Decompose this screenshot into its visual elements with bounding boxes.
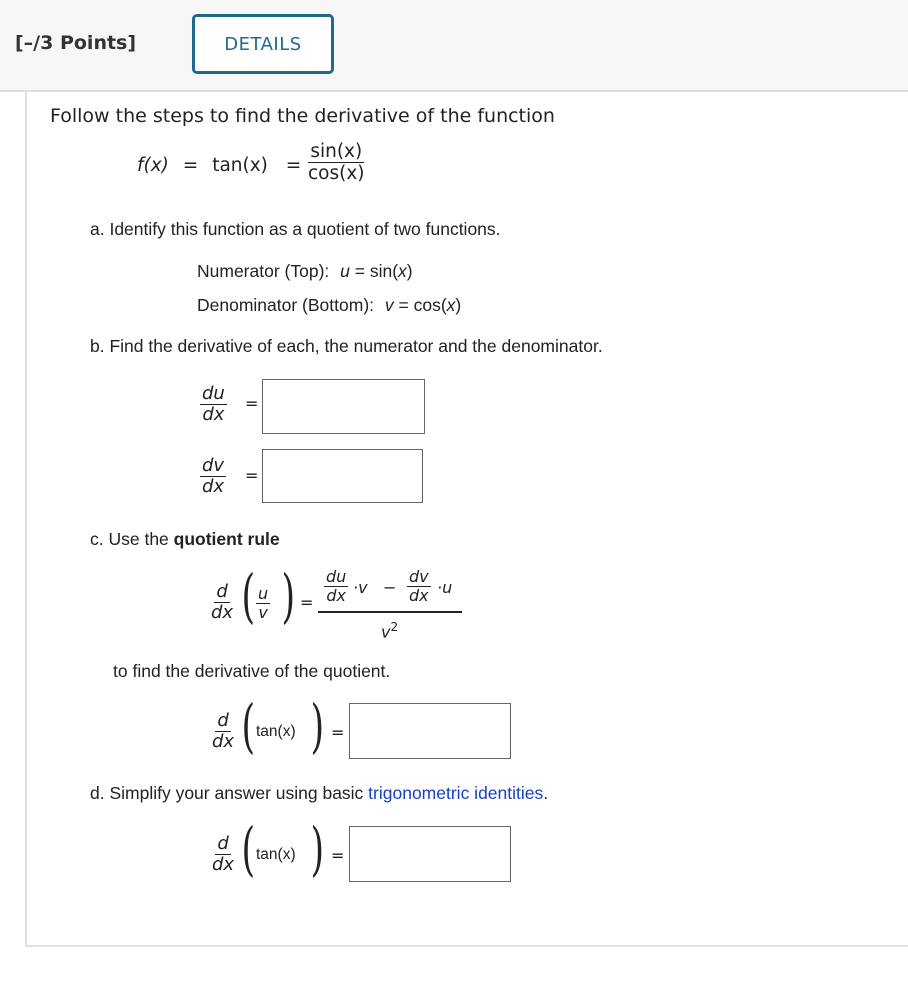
part-b-text: b. Find the derivative of each, the numerator and the denominator. bbox=[90, 336, 603, 356]
times-u: ·u bbox=[437, 578, 453, 597]
points-label: [–/3 Points] bbox=[15, 32, 137, 54]
part-a-text: a. Identify this function as a quotient of two functions. bbox=[90, 219, 501, 239]
left-paren: ( bbox=[241, 692, 256, 760]
tan-derivative-answer-box[interactable] bbox=[349, 703, 511, 759]
part-c-after-text: to find the derivative of the quotient. bbox=[113, 661, 391, 681]
details-button[interactable]: DETAILS bbox=[192, 14, 334, 74]
du-dx-answer-box[interactable] bbox=[262, 379, 425, 434]
du-dx-fraction: $\frac{du}{dx}$ bbox=[202, 383, 225, 425]
part-c-text: c. Use the quotient rule bbox=[90, 529, 280, 549]
dv-dx-fraction: $\frac{dv}{dx}$ bbox=[202, 455, 225, 497]
quotient-rule-equals: = bbox=[300, 593, 314, 612]
right-paren: ) bbox=[281, 562, 296, 630]
intro-text: Follow the steps to find the derivative of the function bbox=[50, 105, 555, 127]
left-paren: ( bbox=[241, 562, 256, 630]
right-paren: ) bbox=[310, 815, 325, 883]
simplified-answer-box[interactable] bbox=[349, 826, 511, 882]
du-dx-term: $\frac{du}{dx}$ bbox=[326, 567, 347, 605]
question-header bbox=[0, 0, 908, 92]
sin-over-cos-fraction: $\frac{\sin(x)}{\cos(x)}$ bbox=[308, 141, 365, 185]
simplified-equals: = bbox=[331, 846, 345, 865]
numerator-line: Numerator (Top): u = sin(x) bbox=[197, 261, 413, 281]
times-v: ·v bbox=[353, 578, 368, 597]
d-dx-simplify-operator: $\frac{d}{dx}$ bbox=[212, 833, 235, 875]
dv-dx-answer-box[interactable] bbox=[262, 449, 423, 503]
v-squared: $v^2$ bbox=[381, 620, 399, 642]
tan-x-expression: tan(x) bbox=[256, 723, 296, 740]
left-paren: ( bbox=[241, 815, 256, 883]
u-over-v-fraction: $\frac{u}{v}$ bbox=[258, 584, 269, 622]
right-paren: ) bbox=[310, 692, 325, 760]
trig-identities-link[interactable]: trigonometric identities bbox=[368, 783, 544, 803]
d-dx-operator: $\frac{d}{dx}$ bbox=[211, 581, 234, 623]
tan-x-expression: tan(x) bbox=[256, 846, 296, 863]
d-dx-tan-operator: $\frac{d}{dx}$ bbox=[212, 710, 235, 752]
du-dx-equals: = bbox=[245, 394, 259, 413]
minus-sign: − bbox=[383, 578, 397, 597]
quotient-rule-main-bar bbox=[318, 611, 462, 613]
dv-dx-equals: = bbox=[245, 466, 259, 485]
denominator-line: Denominator (Bottom): v = cos(x) bbox=[197, 295, 462, 315]
tan-derivative-equals: = bbox=[331, 723, 345, 742]
function-definition: f(x) = tan(x) = bbox=[137, 155, 302, 176]
dv-dx-term: $\frac{dv}{dx}$ bbox=[409, 567, 429, 605]
part-d-text: d. Simplify your answer using basic trigonometric identities. bbox=[90, 783, 549, 803]
